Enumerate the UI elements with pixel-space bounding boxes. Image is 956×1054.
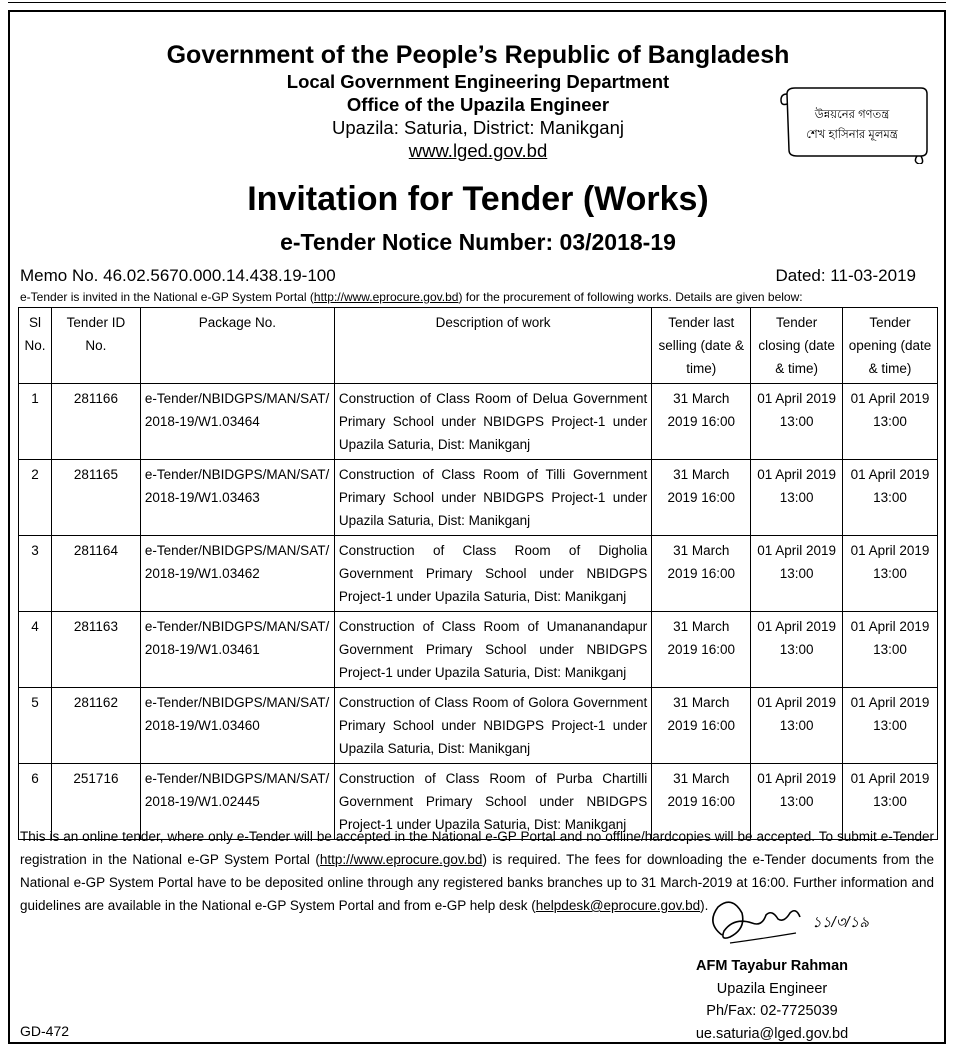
cell-tender-id: 281166 [51,384,140,460]
signatory-email[interactable]: ue.saturia@lged.gov.bd [695,1025,849,1042]
slogan-scroll [775,84,930,164]
cell-sl: 6 [19,764,52,840]
signatory-block [660,955,884,1045]
col-closing: Tender closing (date & time) [751,308,843,384]
cell-opening: 01 April 2019 13:00 [843,612,938,688]
intro-text: e-Tender is invited in the National e-GP System Portal (http://www.eprocure.gov.bd) for the procurement of following works. Details are given below: [20,290,803,304]
slogan-line-2: শেখ হাসিনার মূলমন্ত্র [806,129,898,141]
signatory-phone: Ph/Fax: 02-7725039 [706,1003,838,1019]
cell-description: Construction of Class Room of Digholia Government Primary School under NBIDGPS Project-1 under Upazila Saturia, Dist: Manikganj [334,536,651,612]
cell-description: Construction of Class Room of Umananandapur Government Primary School under NBIDGPS Project-1 under Upazila Saturia, Dist: Manikganj [334,612,651,688]
cell-opening: 01 April 2019 13:00 [843,460,938,536]
cell-closing: 01 April 2019 13:00 [751,460,843,536]
col-sl: Sl No. [19,308,52,384]
cell-package: e-Tender/NBIDGPS/MAN/SAT/ 2018-19/W1.03460 [140,688,334,764]
signatory-name: AFM Tayabur Rahman [695,958,848,974]
cell-tender-id: 281165 [51,460,140,536]
cell-package: e-Tender/NBIDGPS/MAN/SAT/ 2018-19/W1.03462 [140,536,334,612]
department-name: Local Government Engineering Department [286,71,670,92]
col-description: Description of work [334,308,651,384]
signature [700,893,880,951]
footer-paragraph: This is an online tender, where only e-Tender will be accepted in the National e-GP Portal and no offline/hardcopies will be accepted. To submit e-Tender registration in the National e-GP System Portal (http://www.eprocure.gov.bd) is required. The fees for downloading the e-Tender documents from the National e-GP System Portal have to be deposited online through any registered banks branches up to 31 March-2019 at 16:00. Further information and guidelines are available in the National e-GP System Portal and from e-GP help desk (helpdesk@eprocure.gov.bd). [20,829,934,913]
cell-sl: 3 [19,536,52,612]
cell-tender-id: 281162 [51,688,140,764]
cell-closing: 01 April 2019 13:00 [751,384,843,460]
cell-package: e-Tender/NBIDGPS/MAN/SAT/ 2018-19/W1.03464 [140,384,334,460]
cell-package: e-Tender/NBIDGPS/MAN/SAT/ 2018-19/W1.03461 [140,612,334,688]
table-row [19,460,938,536]
eprocure-link-footer[interactable]: http://www.eprocure.gov.bd [319,852,483,867]
cell-opening: 01 April 2019 13:00 [843,536,938,612]
notice-number: e-Tender Notice Number: 03/2018-19 [280,229,676,255]
cell-tender-id: 281164 [51,536,140,612]
signature-date: ১১/৩/১৯ [812,914,870,931]
table-row [19,688,938,764]
office-location: Upazila: Saturia, District: Manikganj [332,117,624,138]
cell-package: e-Tender/NBIDGPS/MAN/SAT/ 2018-19/W1.02445 [140,764,334,840]
page-title: Invitation for Tender (Works) [247,180,709,218]
col-tender-id: Tender ID No. [51,308,140,384]
signatory-designation: Upazila Engineer [716,980,828,997]
eprocure-link[interactable]: http://www.eprocure.gov.bd [313,290,459,304]
col-last-selling: Tender last selling (date & time) [652,308,751,384]
table-row [19,384,938,460]
government-name: Government of the People’s Republic of Bangladesh [166,41,790,69]
cell-selling: 31 March 2019 16:00 [652,688,751,764]
cell-description: Construction of Class Room of Tilli Government Primary School under NBIDGPS Project-1 under Upazila Saturia, Dist: Manikganj [334,460,651,536]
cell-selling: 31 March 2019 16:00 [652,612,751,688]
cell-selling: 31 March 2019 16:00 [652,384,751,460]
memo-number: Memo No. 46.02.5670.000.14.438.19-100 [20,266,336,285]
cell-selling: 31 March 2019 16:00 [652,460,751,536]
col-opening: Tender opening (date & time) [843,308,938,384]
cell-tender-id: 251716 [51,764,140,840]
cell-sl: 5 [19,688,52,764]
cell-opening: 01 April 2019 13:00 [843,764,938,840]
cell-opening: 01 April 2019 13:00 [843,384,938,460]
cell-sl: 4 [19,612,52,688]
cell-package: e-Tender/NBIDGPS/MAN/SAT/ 2018-19/W1.03463 [140,460,334,536]
website-link[interactable]: www.lged.gov.bd [408,140,548,161]
office-name: Office of the Upazila Engineer [346,94,610,115]
tender-table [18,307,938,840]
col-package: Package No. [140,308,334,384]
cell-selling: 31 March 2019 16:00 [652,536,751,612]
cell-description: Construction of Class Room of Purba Chartilli Government Primary School under NBIDGPS Project-1 under Upazila Saturia, Dist: Manikganj [334,764,651,840]
helpdesk-email-link[interactable]: helpdesk@eprocure.gov.bd [535,898,701,913]
cell-closing: 01 April 2019 13:00 [751,536,843,612]
dated: Dated: 11-03-2019 [775,266,916,285]
table-header-row [19,308,938,384]
cell-description: Construction of Class Room of Delua Government Primary School under NBIDGPS Project-1 under Upazila Saturia, Dist: Manikganj [334,384,651,460]
cell-closing: 01 April 2019 13:00 [751,764,843,840]
top-rule [8,2,946,3]
cell-opening: 01 April 2019 13:00 [843,688,938,764]
cell-description: Construction of Class Room of Golora Government Primary School under NBIDGPS Project-1 under Upazila Saturia, Dist: Manikganj [334,688,651,764]
cell-closing: 01 April 2019 13:00 [751,688,843,764]
table-row [19,536,938,612]
cell-sl: 1 [19,384,52,460]
table-row [19,612,938,688]
cell-sl: 2 [19,460,52,536]
slogan-line-1: উন্নয়নের গণতন্ত্র [814,109,890,121]
cell-closing: 01 April 2019 13:00 [751,612,843,688]
cell-selling: 31 March 2019 16:00 [652,764,751,840]
reference-number: GD-472 [20,1023,70,1039]
cell-tender-id: 281163 [51,612,140,688]
